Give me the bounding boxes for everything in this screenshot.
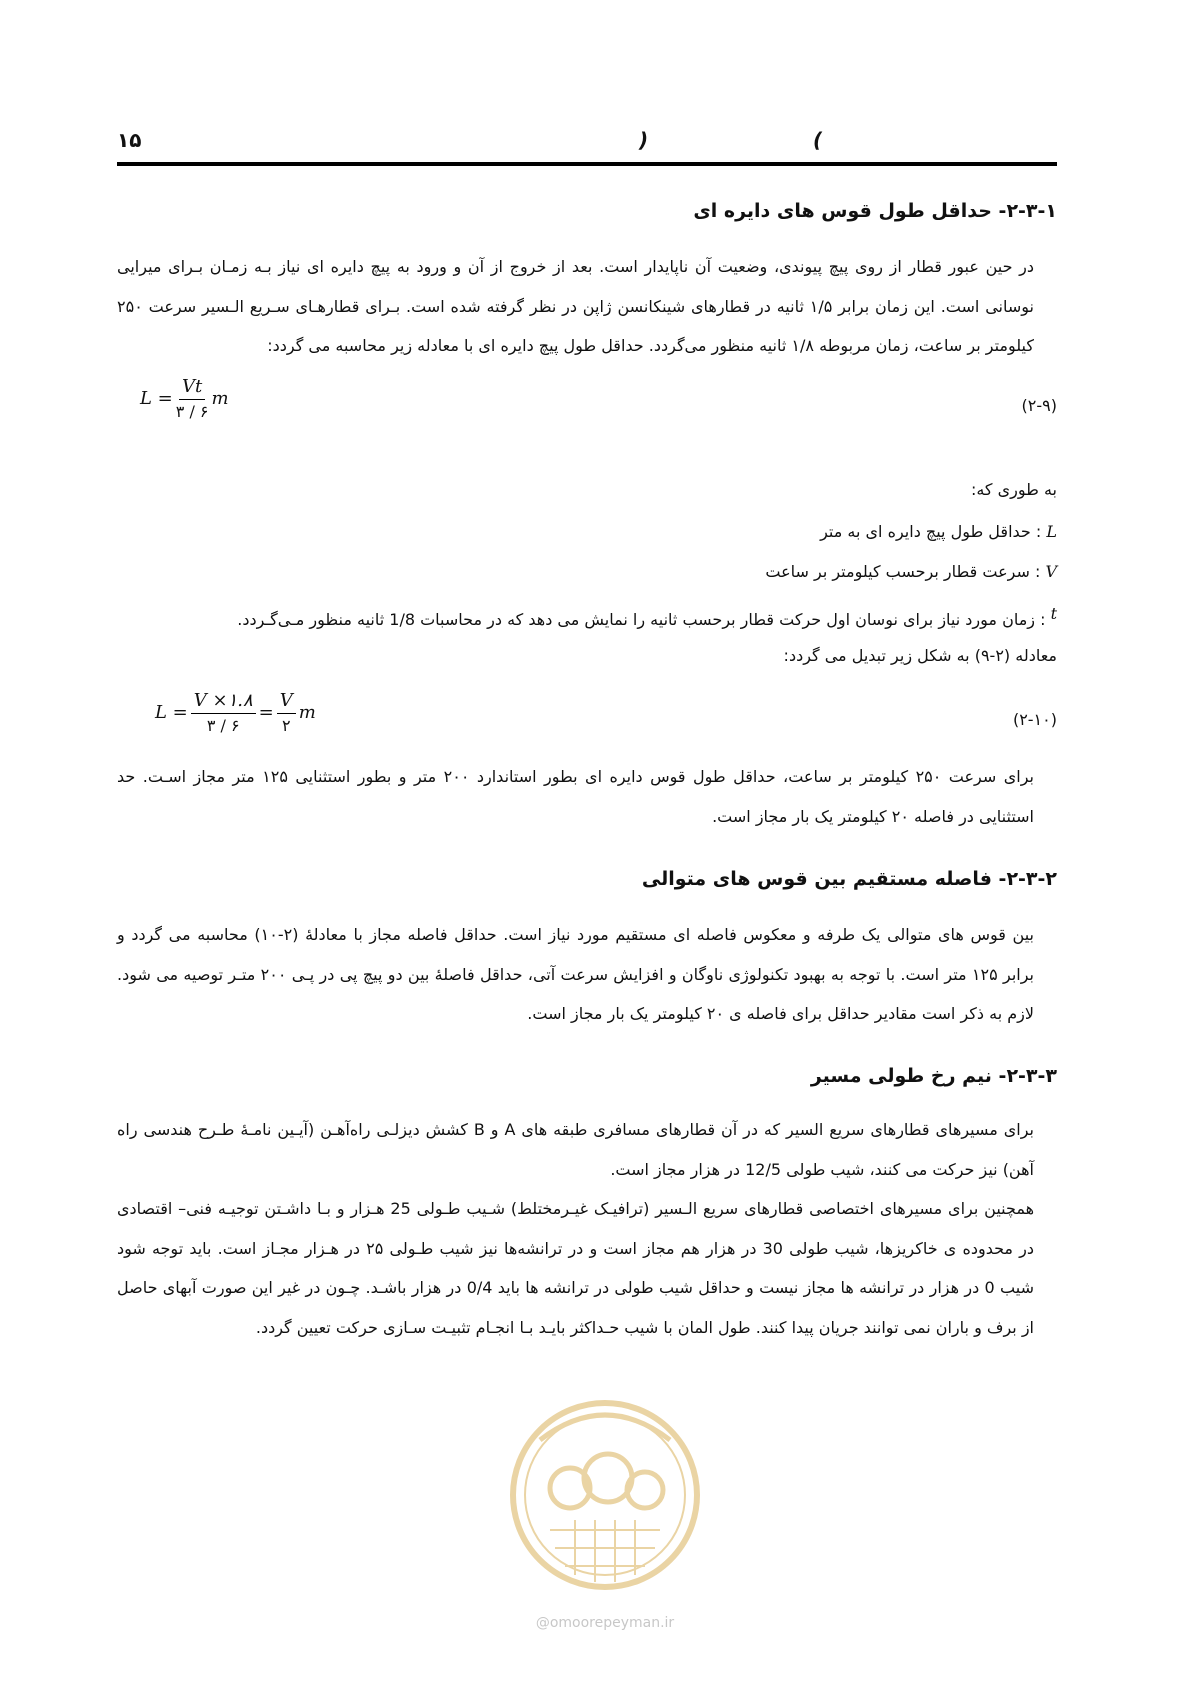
equation-number-2-10: (۲-۱۰) — [1012, 710, 1057, 729]
section-2-3-1-paragraph-2: برای سرعت ۲۵۰ کیلومتر بر ساعت، حداقل طول قوس دایره ای بطور استاندارد ۲۰۰ متر و بطور استثنایی ۱۲۵ متر مجاز اسـت. حد استثنایی در فاصله ۲۰ کیلومتر یک بار مجاز است. — [117, 767, 1034, 826]
definition-V: V : سرعت قطار برحسب کیلومتر بر ساعت — [765, 562, 1057, 581]
section-2-3-3-paragraph-1: برای مسیرهای قطارهای سریع السیر که در آن قطارهای مسافری طبقه های A و B کشش دیزلـی راه‌آهـن (آیـین نامـهٔ طـرح هندسی راه آهن) نیز حرکت می کنند، شیب طولی 12/5 در هزار مجاز است. — [117, 1120, 1035, 1179]
eq2-lhs: L = — [155, 702, 188, 723]
eq2-numerator-2: V — [277, 690, 296, 714]
where-label: به طوری که: — [970, 480, 1057, 499]
section-2-3-1-paragraph: در حین عبور قطار از روی پیچ پیوندی، وضعیت آن ناپایدار است. بعد از خروج از آن و ورود به پیچ دایره ای نیاز بـه زمـان بـرای میرایی نوسانی است. این زمان برابر ۱/۵ ثانیه در قطارهای شینکانسن ژاپن در نظر گرفته شده است. بـرای قطارهـای سـریع الـسیر سرعت ۲۵۰ کیلومتر بر ساعت، زمان مربوطه ۱/۸ ثانیه منظور می‌گردد. حداقل طول پیچ دایره ای با معادله زیر محاسبه می گردد: — [117, 257, 1035, 355]
eq1-unit: m — [211, 388, 229, 409]
eq1-denominator: ۳ / ۶ — [175, 402, 209, 421]
page-number: ۱۵ — [117, 128, 142, 152]
eq2-denominator-2: ۲ — [281, 716, 291, 735]
header-rule — [117, 162, 1057, 166]
section-2-3-2-paragraph: بین قوس های متوالی یک طرفه و معکوس فاصله ای مستقیم مورد نیاز است. حداقل فاصله مجاز با معادلهٔ (۲-۱۰) محاسبه می گردد و برابر ۱۲۵ متر است. با توجه به بهبود تکنولوژی ناوگان و افزایش سرعت آتی، حداقل فاصلهٔ بین دو پیچ پی در پـی ۲۰۰ متـر توصیه می شود. لازم به ذکر است مقادیر حداقل برای فاصله ی ۲۰ کیلومتر یک بار مجاز است. — [117, 925, 1035, 1023]
section-heading-2-3-1: ۲-۳-۱- حداقل طول قوس های دایره ای — [693, 200, 1057, 222]
eq1-numerator: Vt — [179, 376, 205, 400]
symbol-t: t — [1050, 604, 1057, 623]
eq1-lhs: L = — [140, 388, 173, 409]
definition-t: t : زمان مورد نیاز برای نوسان اول حرکت قطار برحسب ثانیه را نمایش می دهد که در محاسبات 1/8 ثانیه منظور مـی‌گـردد. — [237, 604, 1057, 629]
eq2-numerator-1: V ×۱.۸ — [191, 690, 256, 714]
section-2-3-3-paragraph-2: همچنین برای مسیرهای اختصاصی قطارهای سریع الـسیر (ترافیـک غیـرمختلط) شـیب طـولی 25 هـزار و بـا داشـتن توجیـه فنی– اقتصادی در محدوده ی خاکریزها، شیب طولی 30 در هزار هم مجاز است و در ترانشه‌ها نیز شیب طـولی ۲۵ در هـزار مجـاز است. باید توجه شود شیب 0 در هزار در ترانشه ها مجاز نیست و حداقل شیب طولی در ترانشه ها باید 0/4 در هزار باشـد. چـون در غیر این صورت آبهای حاصل از برف و باران نمی توانند جریان پیدا کنند. طول المان با شیب حـداکثر بایـد بـا انجـام تثبیـت سـازی حرکت تعیین گردد. — [117, 1199, 1035, 1337]
equation-number-2-9: (۲-۹) — [1021, 396, 1057, 415]
running-head-close: ) — [639, 128, 649, 152]
equation-intro: معادله (۲-۹) به شکل زیر تبدیل می گردد: — [783, 646, 1057, 665]
symbol-L: L — [1046, 522, 1057, 541]
equation-2-9 — [140, 376, 229, 421]
symbol-V: V — [1045, 562, 1057, 581]
eq1-fraction — [176, 376, 209, 421]
watermark-seal-icon — [500, 1370, 710, 1610]
section-heading-2-3-2: ۲-۳-۲- فاصله مستقیم بین قوس های متوالی — [641, 868, 1057, 890]
watermark-url: @omoorepeyman.ir — [535, 1615, 675, 1631]
watermark-logo — [500, 1370, 710, 1640]
eq2-fraction-1 — [191, 690, 256, 735]
equation-2-10 — [155, 690, 316, 735]
eq2-equals: = — [258, 702, 274, 723]
eq2-fraction-2 — [277, 690, 296, 735]
running-head-open: ( — [813, 128, 823, 152]
section-heading-2-3-3: ۲-۳-۳- نیم رخ طولی مسیر — [810, 1065, 1057, 1087]
eq2-unit: m — [298, 702, 316, 723]
eq2-denominator-1: ۳ / ۶ — [206, 716, 240, 735]
definition-L: L : حداقل طول پیچ دایره ای به متر — [820, 522, 1057, 541]
